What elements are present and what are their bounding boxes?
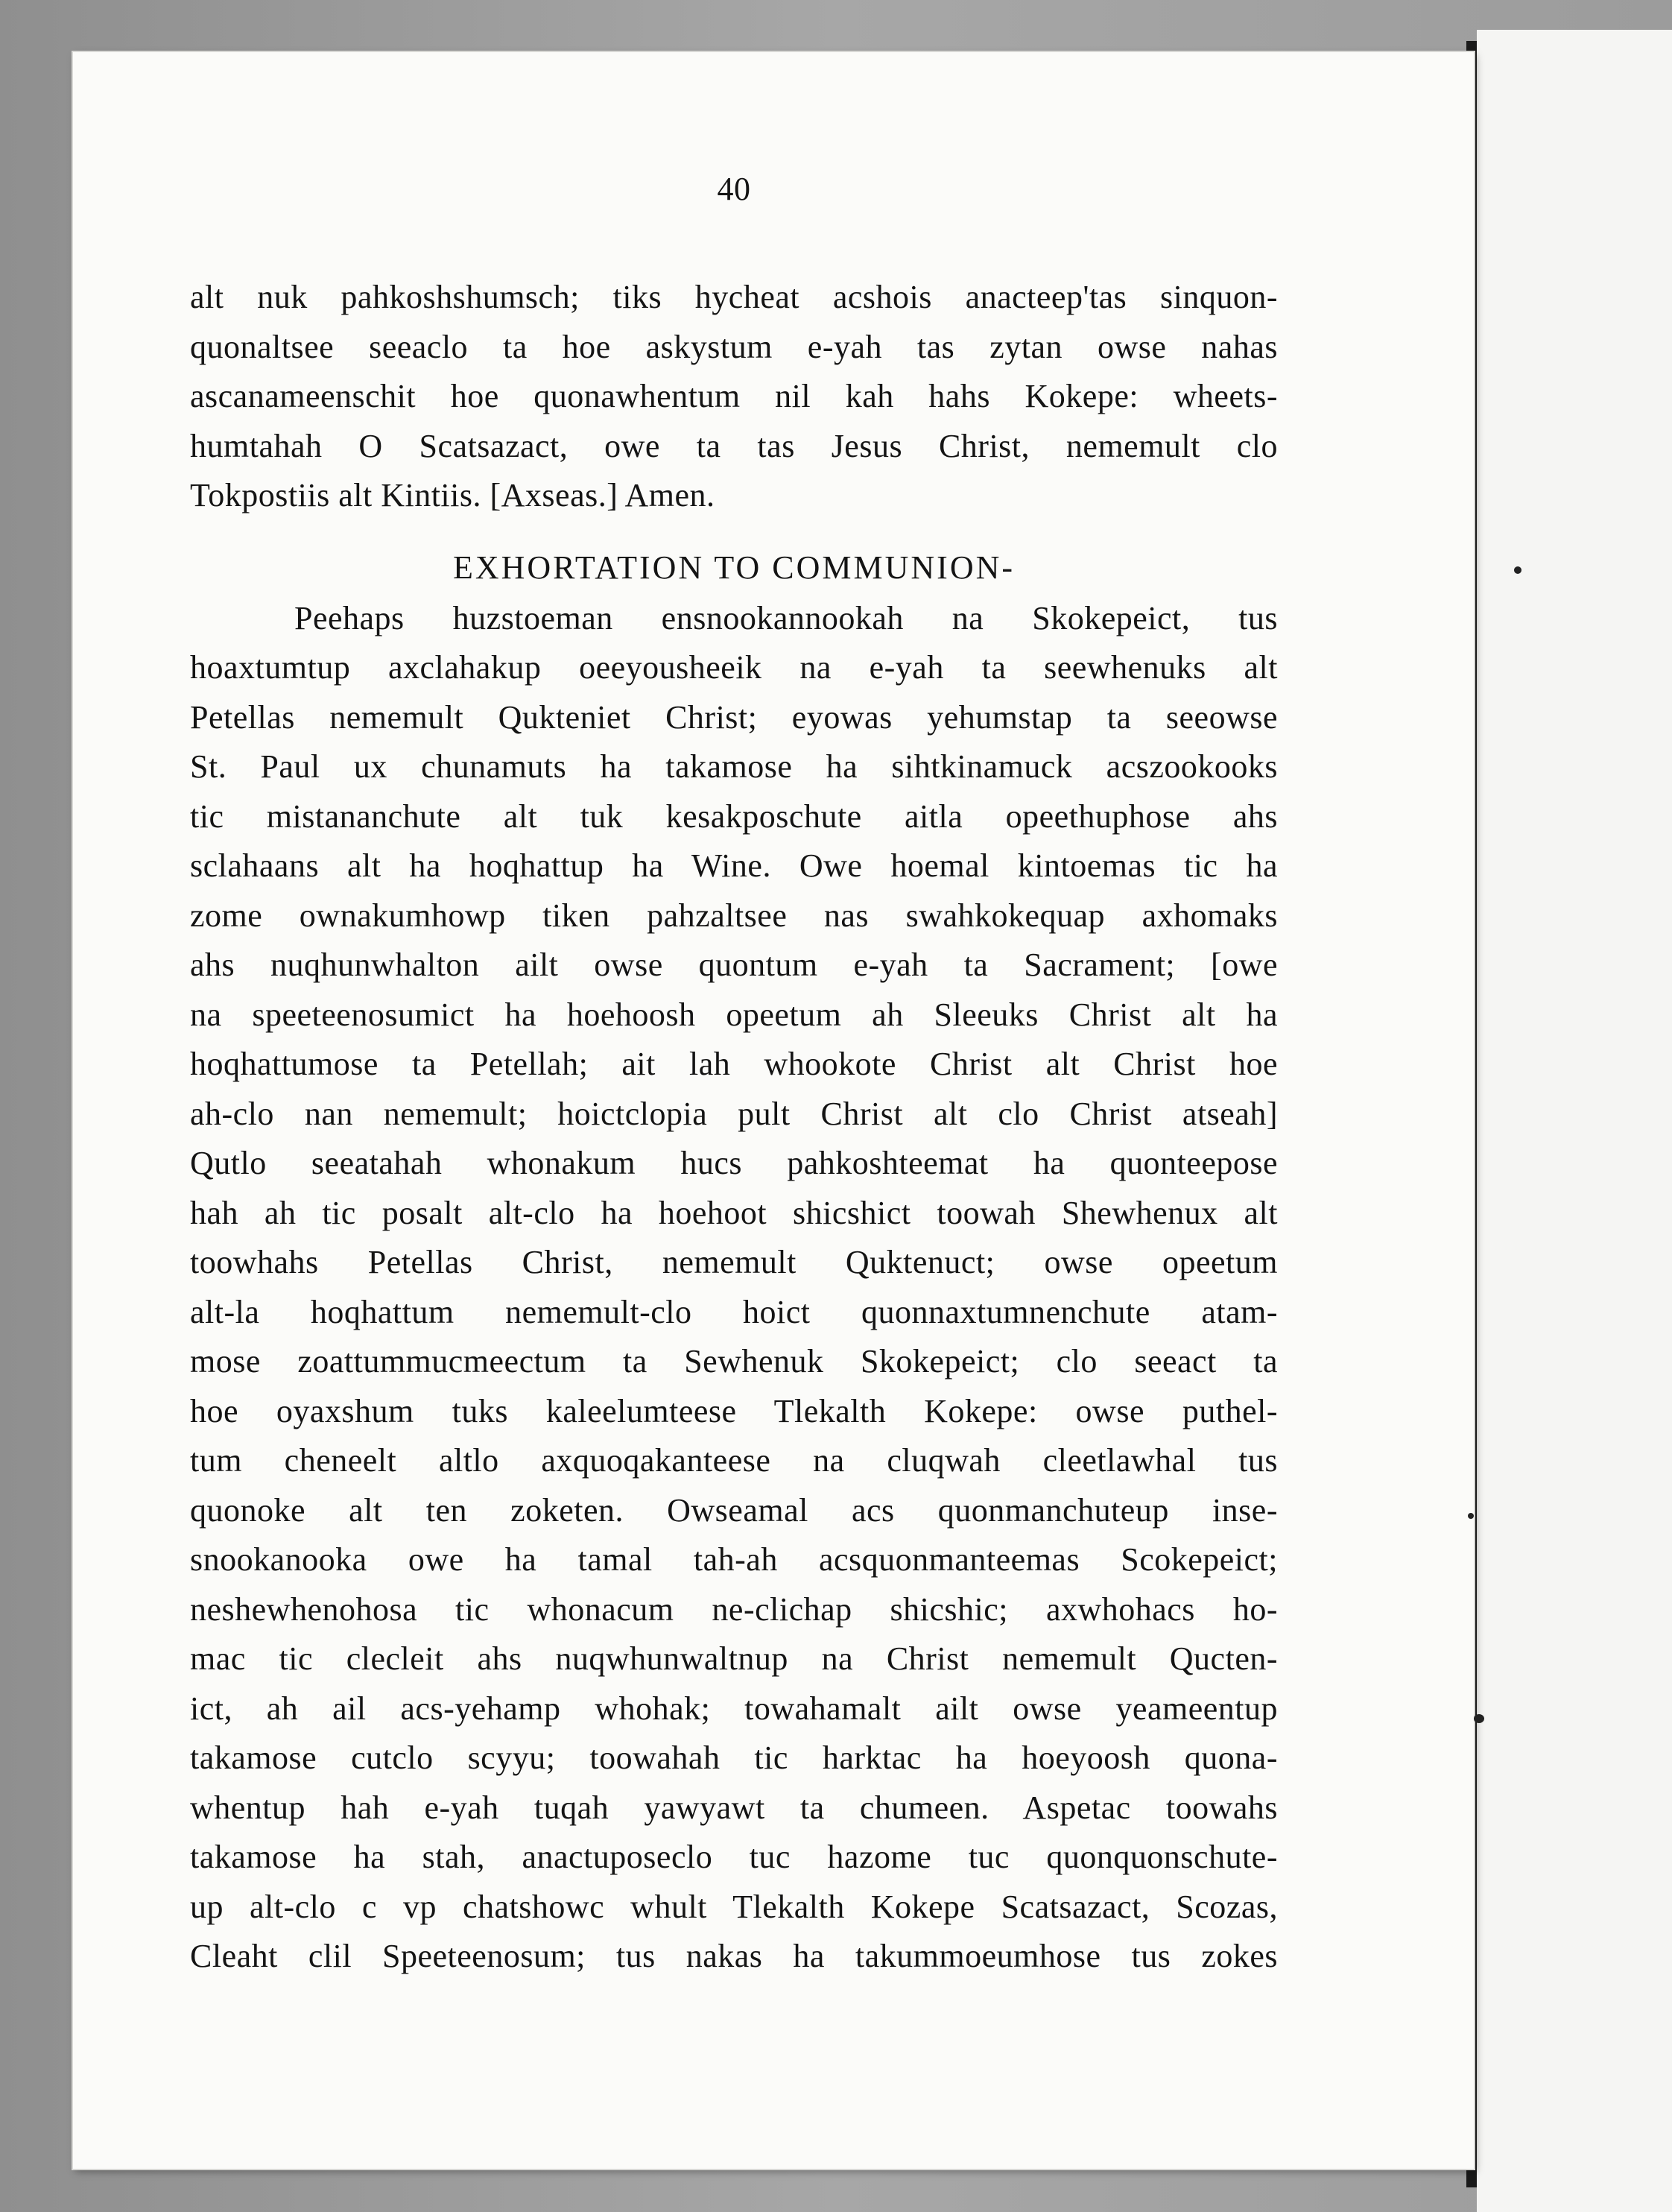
text-line: alt nuk pahkoshshumsch; tiks hycheat acshois anacteep'tas sinquon- bbox=[190, 279, 1278, 315]
text-line: neshewhenohosa tic whonacum ne-clichap shicshic; axwhohacs ho- bbox=[190, 1590, 1278, 1628]
text-line: ahs nuqhunwhalton ailt owse quontum e-yah ta Sacrament; [owe bbox=[190, 947, 1278, 983]
text-line: ict, ah ail acs-yehamp whohak; towahamalt ailt owse yeameentup bbox=[190, 1690, 1278, 1727]
text-line: St. Paul ux chunamuts ha takamose ha sihtkinamuck acszookooks bbox=[190, 748, 1278, 785]
text-line: tic mistananchute alt tuk kesakposchute aitla opeethuphose ahs bbox=[190, 797, 1278, 835]
section-heading: EXHORTATION TO COMMUNION- bbox=[452, 549, 1016, 586]
text-line: takamose ha stah, anactuposeclo tuc hazome tuc quonquonschute- bbox=[190, 1839, 1278, 1875]
text-line: humtahah O Scatsazact, owe ta tas Jesus Christ, nememult clo bbox=[190, 427, 1278, 464]
text-line: quonoke alt ten zoketen. Owseamal acs quonmanchuteup inse- bbox=[190, 1491, 1278, 1529]
scan-speck bbox=[1474, 1714, 1484, 1723]
text-line: Peehaps huzstoeman ensnookannookah na Skokepeict, tus bbox=[294, 599, 1278, 636]
text-line: mac tic clecleit ahs nuqwhunwaltnup na Christ nememult Qucten- bbox=[190, 1640, 1278, 1677]
text-line: na speeteenosumict ha hoehoosh opeetum ah Sleeuks Christ alt ha bbox=[190, 996, 1278, 1033]
text-line: alt-la hoqhattum nememult-clo hoict quonnaxtumnenchute atam- bbox=[190, 1293, 1278, 1330]
text-line: Qutlo seeatahah whonakum hucs pahkoshteemat ha quonteepose bbox=[190, 1145, 1278, 1181]
text-line: Petellas nememult Qukteniet Christ; eyowas yehumstap ta seeowse bbox=[190, 698, 1278, 736]
text-line: hoe oyaxshum tuks kaleelumteese Tlekalth Kokepe: owse puthel- bbox=[190, 1392, 1278, 1429]
text-line: hoaxtumtup axclahakup oeeyousheeik na e-yah ta seewhenuks alt bbox=[190, 649, 1278, 686]
text-line: Cleaht clil Speeteenosum; tus nakas ha takummoeumhose tus zokes bbox=[190, 1938, 1278, 1974]
text-line: Tokpostiis alt Kintiis. [Axseas.] Amen. bbox=[190, 477, 715, 514]
text-line: sclahaans alt ha hoqhattup ha Wine. Owe hoemal kintoemas tic ha bbox=[190, 847, 1278, 884]
text-line: toowhahs Petellas Christ, nememult Quktenuct; owse opeetum bbox=[190, 1244, 1278, 1280]
text-line: hoqhattumose ta Petellah; ait lah whookote Christ alt Christ hoe bbox=[190, 1046, 1278, 1082]
text-line: up alt-clo c vp chatshowc whult Tlekalth Kokepe Scatsazact, Scozas, bbox=[190, 1888, 1278, 1925]
scan-speck bbox=[1514, 566, 1521, 574]
scan-speck bbox=[1468, 1513, 1474, 1519]
exhortation-body bbox=[190, 594, 1278, 1982]
text-line: whentup hah e-yah tuqah yawyawt ta chumeen. Aspetac toowahs bbox=[190, 1789, 1278, 1826]
text-line: quonaltsee seeaclo ta hoe askystum e-yah tas zytan owse nahas bbox=[190, 328, 1278, 365]
text-line: snookanooka owe ha tamal tah-ah acsquonmanteemas Scokepeict; bbox=[190, 1541, 1278, 1578]
prayer-ending bbox=[190, 273, 1278, 521]
page-number: 40 bbox=[717, 171, 751, 207]
page-text bbox=[190, 170, 1278, 1982]
facing-page-edge bbox=[1477, 30, 1672, 2212]
text-line: ah-clo nan nememult; hoictclopia pult Christ alt clo Christ atseah] bbox=[190, 1095, 1278, 1132]
text-line: ascanameenschit hoe quonawhentum nil kah hahs Kokepe: wheets- bbox=[190, 378, 1278, 414]
text-line: takamose cutclo scyyu; toowahah tic harktac ha hoeyoosh quona- bbox=[190, 1739, 1278, 1776]
text-line: tum cheneelt altlo axquoqakanteese na cluqwah cleetlawhal tus bbox=[190, 1442, 1278, 1479]
text-line: hah ah tic posalt alt-clo ha hoehoot shicshict toowah Shewhenux alt bbox=[190, 1194, 1278, 1231]
text-line: mose zoattummucmeectum ta Sewhenuk Skokepeict; clo seeact ta bbox=[190, 1343, 1278, 1380]
text-line: zome ownakumhowp tiken pahzaltsee nas swahkokequap axhomaks bbox=[190, 897, 1278, 934]
